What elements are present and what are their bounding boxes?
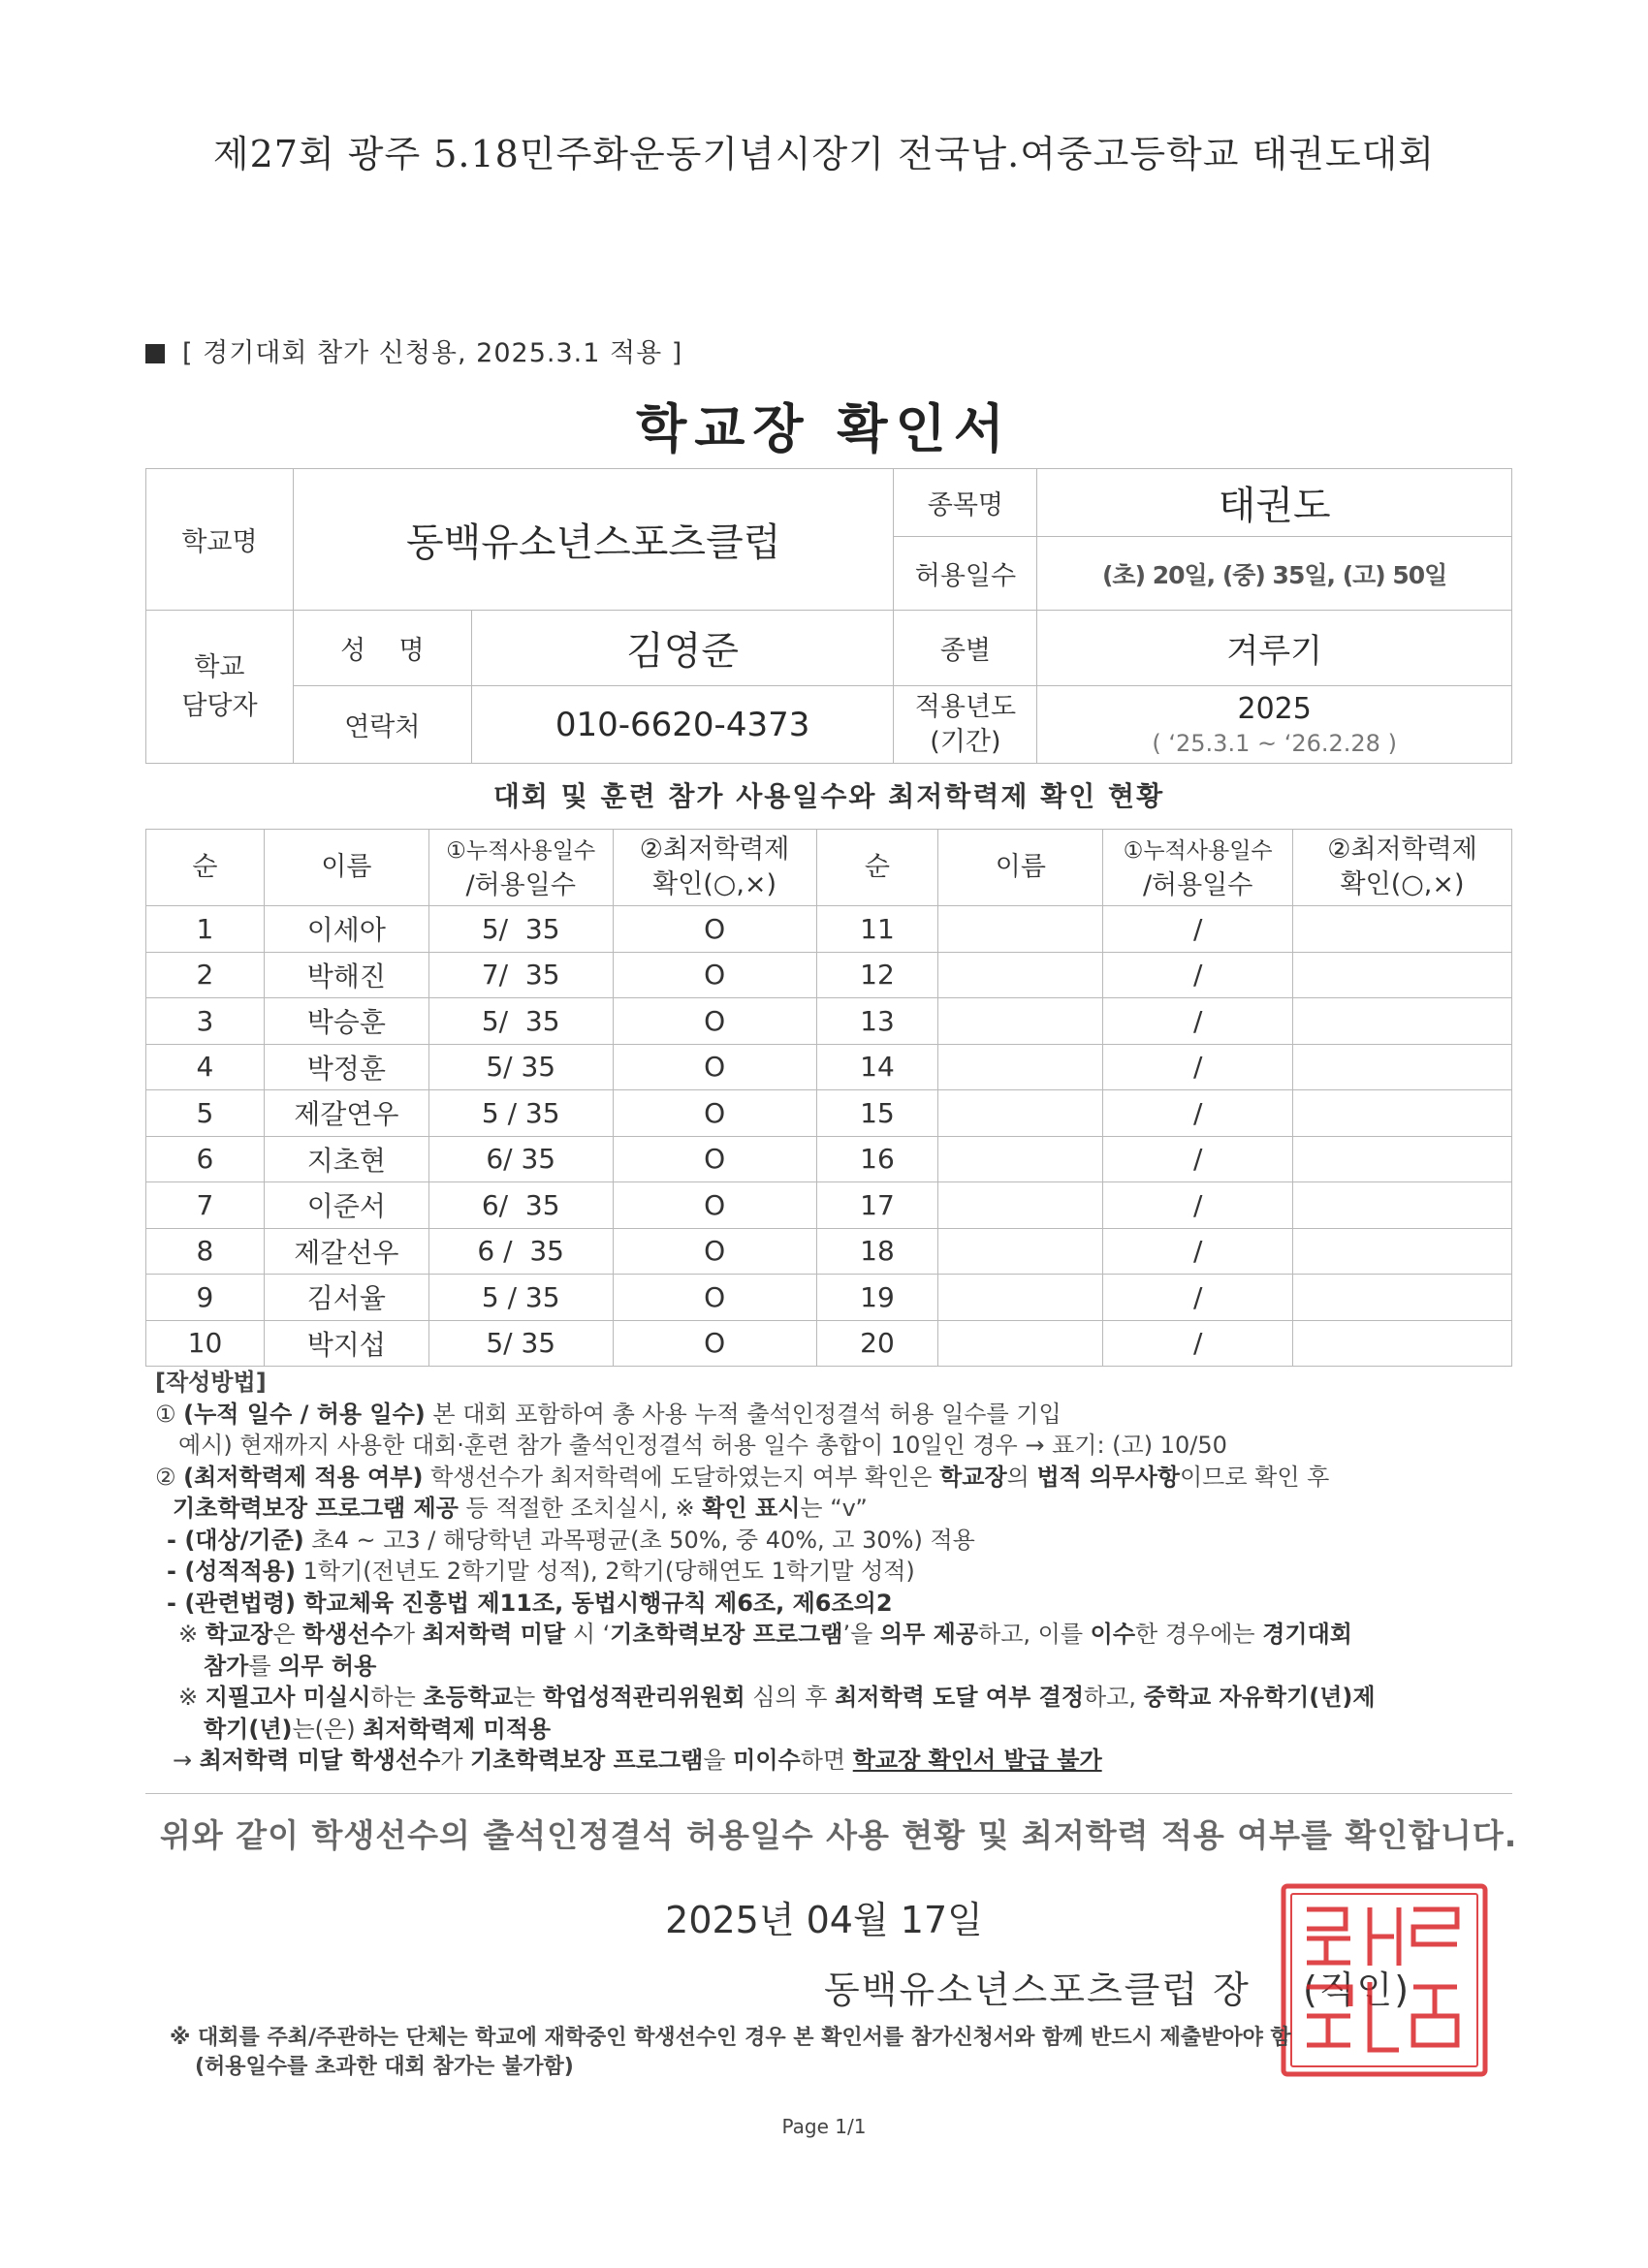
row-days: 5/ 35 <box>428 998 613 1045</box>
row-check-right <box>1293 1228 1512 1275</box>
row-name: 이세아 <box>264 906 428 953</box>
row-check: O <box>613 952 816 998</box>
method-line-3: ② (최저학력제 적용 여부) 학생선수가 최저학력에 도달하였는지 여부 확인은 학교장의 법적 의무사항이므로 확인 후 <box>155 1463 1330 1491</box>
row-no-right: 12 <box>816 952 938 998</box>
row-name: 제갈연우 <box>264 1090 428 1137</box>
method-title: [작성방법] <box>155 1369 267 1396</box>
name-label: 성 명 <box>293 611 471 686</box>
row-days: 5 / 35 <box>428 1275 613 1321</box>
row-days-right: / <box>1103 1090 1293 1137</box>
col-days-line1: ①누적사용일수 <box>446 837 596 864</box>
document-title: 학교장 확인서 <box>636 398 1012 459</box>
row-name-right <box>938 1228 1103 1275</box>
writing-method <box>155 1367 1532 1777</box>
method-line-8: ※ 학교장은 학생선수가 최저학력 미달 시 ‘기초학력보장 프로그램’을 의무 제공하고, 이를 이수한 경우에는 경기대회 <box>178 1621 1352 1648</box>
col-days <box>428 830 613 906</box>
col-min-right <box>1293 830 1512 906</box>
row-days-right: / <box>1103 952 1293 998</box>
row-days-right: / <box>1103 1044 1293 1090</box>
col-min-line2: 확인(○,×) <box>652 869 777 899</box>
page-number: Page 1/1 <box>781 2115 867 2138</box>
col-min-right-line1: ②최저학력제 <box>1327 835 1477 865</box>
footnote-line-2: (허용일수를 초과한 대회 참가는 불가함) <box>195 2055 574 2079</box>
row-check-right <box>1293 1136 1512 1182</box>
row-days-right: / <box>1103 1275 1293 1321</box>
col-min-right-line2: 확인(○,×) <box>1340 869 1465 899</box>
table-row <box>146 998 1512 1045</box>
row-name: 박해진 <box>264 952 428 998</box>
row-check-right <box>1293 952 1512 998</box>
allowed-days-value: (초) 20일, (중) 35일, (고) 50일 <box>1037 537 1512 611</box>
row-no: 4 <box>146 1044 265 1090</box>
row-days-right: / <box>1103 906 1293 953</box>
row-check: O <box>613 1090 816 1137</box>
category-label: 종별 <box>894 611 1037 686</box>
row-check-right <box>1293 1275 1512 1321</box>
row-name: 이준서 <box>264 1182 428 1229</box>
row-days-right: / <box>1103 1228 1293 1275</box>
year-label: 적용년도 (기간) <box>894 686 1037 764</box>
info-table <box>145 468 1512 764</box>
row-check-right <box>1293 1182 1512 1229</box>
row-days-right: / <box>1103 1182 1293 1229</box>
row-name: 김서율 <box>264 1275 428 1321</box>
row-name: 박승훈 <box>264 998 428 1045</box>
table-row <box>146 1320 1512 1367</box>
signer-name: 동백유소년스포츠클럽 장 <box>824 1969 1251 2011</box>
row-days: 5/ 35 <box>428 1320 613 1367</box>
row-name-right <box>938 1090 1103 1137</box>
row-no: 6 <box>146 1136 265 1182</box>
row-no-right: 17 <box>816 1182 938 1229</box>
row-check-right <box>1293 906 1512 953</box>
row-name-right <box>938 1136 1103 1182</box>
form-usage-label <box>145 331 682 369</box>
table-row <box>146 1182 1512 1229</box>
school-name-label: 학교명 <box>146 469 294 611</box>
col-name: 이름 <box>264 830 428 906</box>
row-days: 6/ 35 <box>428 1182 613 1229</box>
method-line-9: 참가를 의무 허용 <box>204 1652 377 1680</box>
col-no: 순 <box>146 830 265 906</box>
row-no-right: 14 <box>816 1044 938 1090</box>
row-no-right: 18 <box>816 1228 938 1275</box>
form-usage-text: [ 경기대회 참가 신청용, 2025.3.1 적용 ] <box>182 338 683 368</box>
method-line-5: - (대상/기준) 초4 ~ 고3 / 해당학년 과목평균(초 50%, 중 40%, 고 30%) 적용 <box>167 1526 975 1554</box>
footnote <box>170 2024 1527 2082</box>
row-days: 5 / 35 <box>428 1090 613 1137</box>
col-no-right: 순 <box>816 830 938 906</box>
row-name: 박지섭 <box>264 1320 428 1367</box>
row-no-right: 16 <box>816 1136 938 1182</box>
method-line-2: 예시) 현재까지 사용한 대회·훈련 참가 출석인정결석 허용 일수 총합이 10일인 경우 → 표기: (고) 10/50 <box>178 1432 1227 1459</box>
row-check: O <box>613 1182 816 1229</box>
method-line-7: - (관련법령) 학교체육 진흥법 제11조, 동법시행규칙 제6조, 제6조의2 <box>167 1589 893 1617</box>
divider-line <box>145 1793 1512 1794</box>
row-check: O <box>613 1275 816 1321</box>
table-row <box>146 1044 1512 1090</box>
col-name-right: 이름 <box>938 830 1103 906</box>
row-name: 박정훈 <box>264 1044 428 1090</box>
seal-word: (직인) <box>1302 1969 1411 2011</box>
row-check-right <box>1293 998 1512 1045</box>
table-header-row <box>146 830 1512 906</box>
row-check-right <box>1293 1090 1512 1137</box>
row-no-right: 13 <box>816 998 938 1045</box>
row-check-right <box>1293 1320 1512 1367</box>
row-no: 3 <box>146 998 265 1045</box>
contact-label: 연락처 <box>293 686 471 764</box>
table-row <box>146 1136 1512 1182</box>
table-row <box>146 1090 1512 1137</box>
row-name: 지초현 <box>264 1136 428 1182</box>
row-no: 7 <box>146 1182 265 1229</box>
row-name-right <box>938 998 1103 1045</box>
footnote-line-1: ※ 대회를 주최/주관하는 단체는 학교에 재학중인 학생선수인 경우 본 확인서를 참가신청서와 함께 반드시 제출받아야 함 <box>170 2026 1291 2050</box>
category-value: 겨루기 <box>1037 611 1512 686</box>
section-heading: 대회 및 훈련 참가 사용일수와 최저학력제 확인 현황 <box>492 780 1165 812</box>
col-min <box>613 830 816 906</box>
row-no-right: 15 <box>816 1090 938 1137</box>
row-no: 8 <box>146 1228 265 1275</box>
manager-label: 학교 담당자 <box>146 611 294 764</box>
table-row <box>146 952 1512 998</box>
col-days-right-line1: ①누적사용일수 <box>1123 837 1273 864</box>
row-days: 5/ 35 <box>428 906 613 953</box>
col-days-right <box>1103 830 1293 906</box>
row-days: 7/ 35 <box>428 952 613 998</box>
row-check: O <box>613 1320 816 1367</box>
col-min-line1: ②최저학력제 <box>639 835 790 865</box>
sport-label: 종목명 <box>894 469 1037 537</box>
row-name-right <box>938 952 1103 998</box>
year-cell <box>1037 686 1512 764</box>
row-days-right: / <box>1103 998 1293 1045</box>
row-check: O <box>613 998 816 1045</box>
row-no: 5 <box>146 1090 265 1137</box>
row-check: O <box>613 1228 816 1275</box>
contact-value: 010-6620-4373 <box>471 686 894 764</box>
method-line-12: → 최저학력 미달 학생선수가 기초학력보장 프로그램을 미이수하면 학교장 확인서 발급 불가 <box>173 1747 1102 1774</box>
table-row <box>146 906 1512 953</box>
row-name-right <box>938 906 1103 953</box>
table-row <box>146 1228 1512 1275</box>
row-name-right <box>938 1275 1103 1321</box>
allowed-days-label: 허용일수 <box>894 537 1037 611</box>
row-check-right <box>1293 1044 1512 1090</box>
row-name-right <box>938 1182 1103 1229</box>
row-no-right: 19 <box>816 1275 938 1321</box>
col-days-line2: /허용일수 <box>465 869 576 900</box>
attendance-table <box>145 829 1512 1367</box>
manager-name-value: 김영준 <box>471 611 894 686</box>
row-no: 2 <box>146 952 265 998</box>
row-days: 6/ 35 <box>428 1136 613 1182</box>
square-bullet-icon <box>145 344 165 363</box>
row-name: 제갈선우 <box>264 1228 428 1275</box>
method-line-10: ※ 지필고사 미실시하는 초등학교는 학업성적관리위원회 심의 후 최저학력 도달 여부 결정하고, 중학교 자유학기(년)제 <box>178 1684 1376 1711</box>
row-no: 1 <box>146 906 265 953</box>
method-line-4: 기초학력보장 프로그램 제공 등 적절한 조치실시, ※ 확인 표시는 “v” <box>173 1495 868 1522</box>
row-check: O <box>613 1136 816 1182</box>
row-name-right <box>938 1044 1103 1090</box>
issue-date: 2025년 04월 17일 <box>665 1899 983 1941</box>
row-check: O <box>613 906 816 953</box>
row-no-right: 20 <box>816 1320 938 1367</box>
competition-title: 제27회 광주 5.18민주화운동기념시장기 전국남.여중고등학교 태권도대회 <box>212 133 1436 175</box>
school-name-value: 동백유소년스포츠클럽 <box>293 469 894 611</box>
confirmation-statement: 위와 같이 학생선수의 출석인정결석 허용일수 사용 현황 및 최저학력 적용 여부를 확인합니다. <box>160 1816 1518 1854</box>
row-check: O <box>613 1044 816 1090</box>
row-days-right: / <box>1103 1136 1293 1182</box>
row-days-right: / <box>1103 1320 1293 1367</box>
method-line-11: 학기(년)는(은) 최저학력제 미적용 <box>204 1715 552 1743</box>
row-days: 6 / 35 <box>428 1228 613 1275</box>
sport-value: 태권도 <box>1037 469 1512 537</box>
attendance-body <box>146 906 1512 1367</box>
period-value: ( ‘25.3.1 ~ ‘26.2.28 ) <box>1152 730 1397 757</box>
year-value: 2025 <box>1237 692 1312 726</box>
row-no: 10 <box>146 1320 265 1367</box>
row-days: 5/ 35 <box>428 1044 613 1090</box>
col-days-right-line2: /허용일수 <box>1142 869 1253 900</box>
row-no: 9 <box>146 1275 265 1321</box>
row-name-right <box>938 1320 1103 1367</box>
method-line-1: ① (누적 일수 / 허용 일수) 본 대회 포함하여 총 사용 누적 출석인정결석 허용 일수를 기입 <box>155 1400 1062 1428</box>
table-row <box>146 1275 1512 1321</box>
method-line-6: - (성적적용) 1학기(전년도 2학기말 성적), 2학기(당해연도 1학기말 성적) <box>167 1558 915 1585</box>
row-no-right: 11 <box>816 906 938 953</box>
